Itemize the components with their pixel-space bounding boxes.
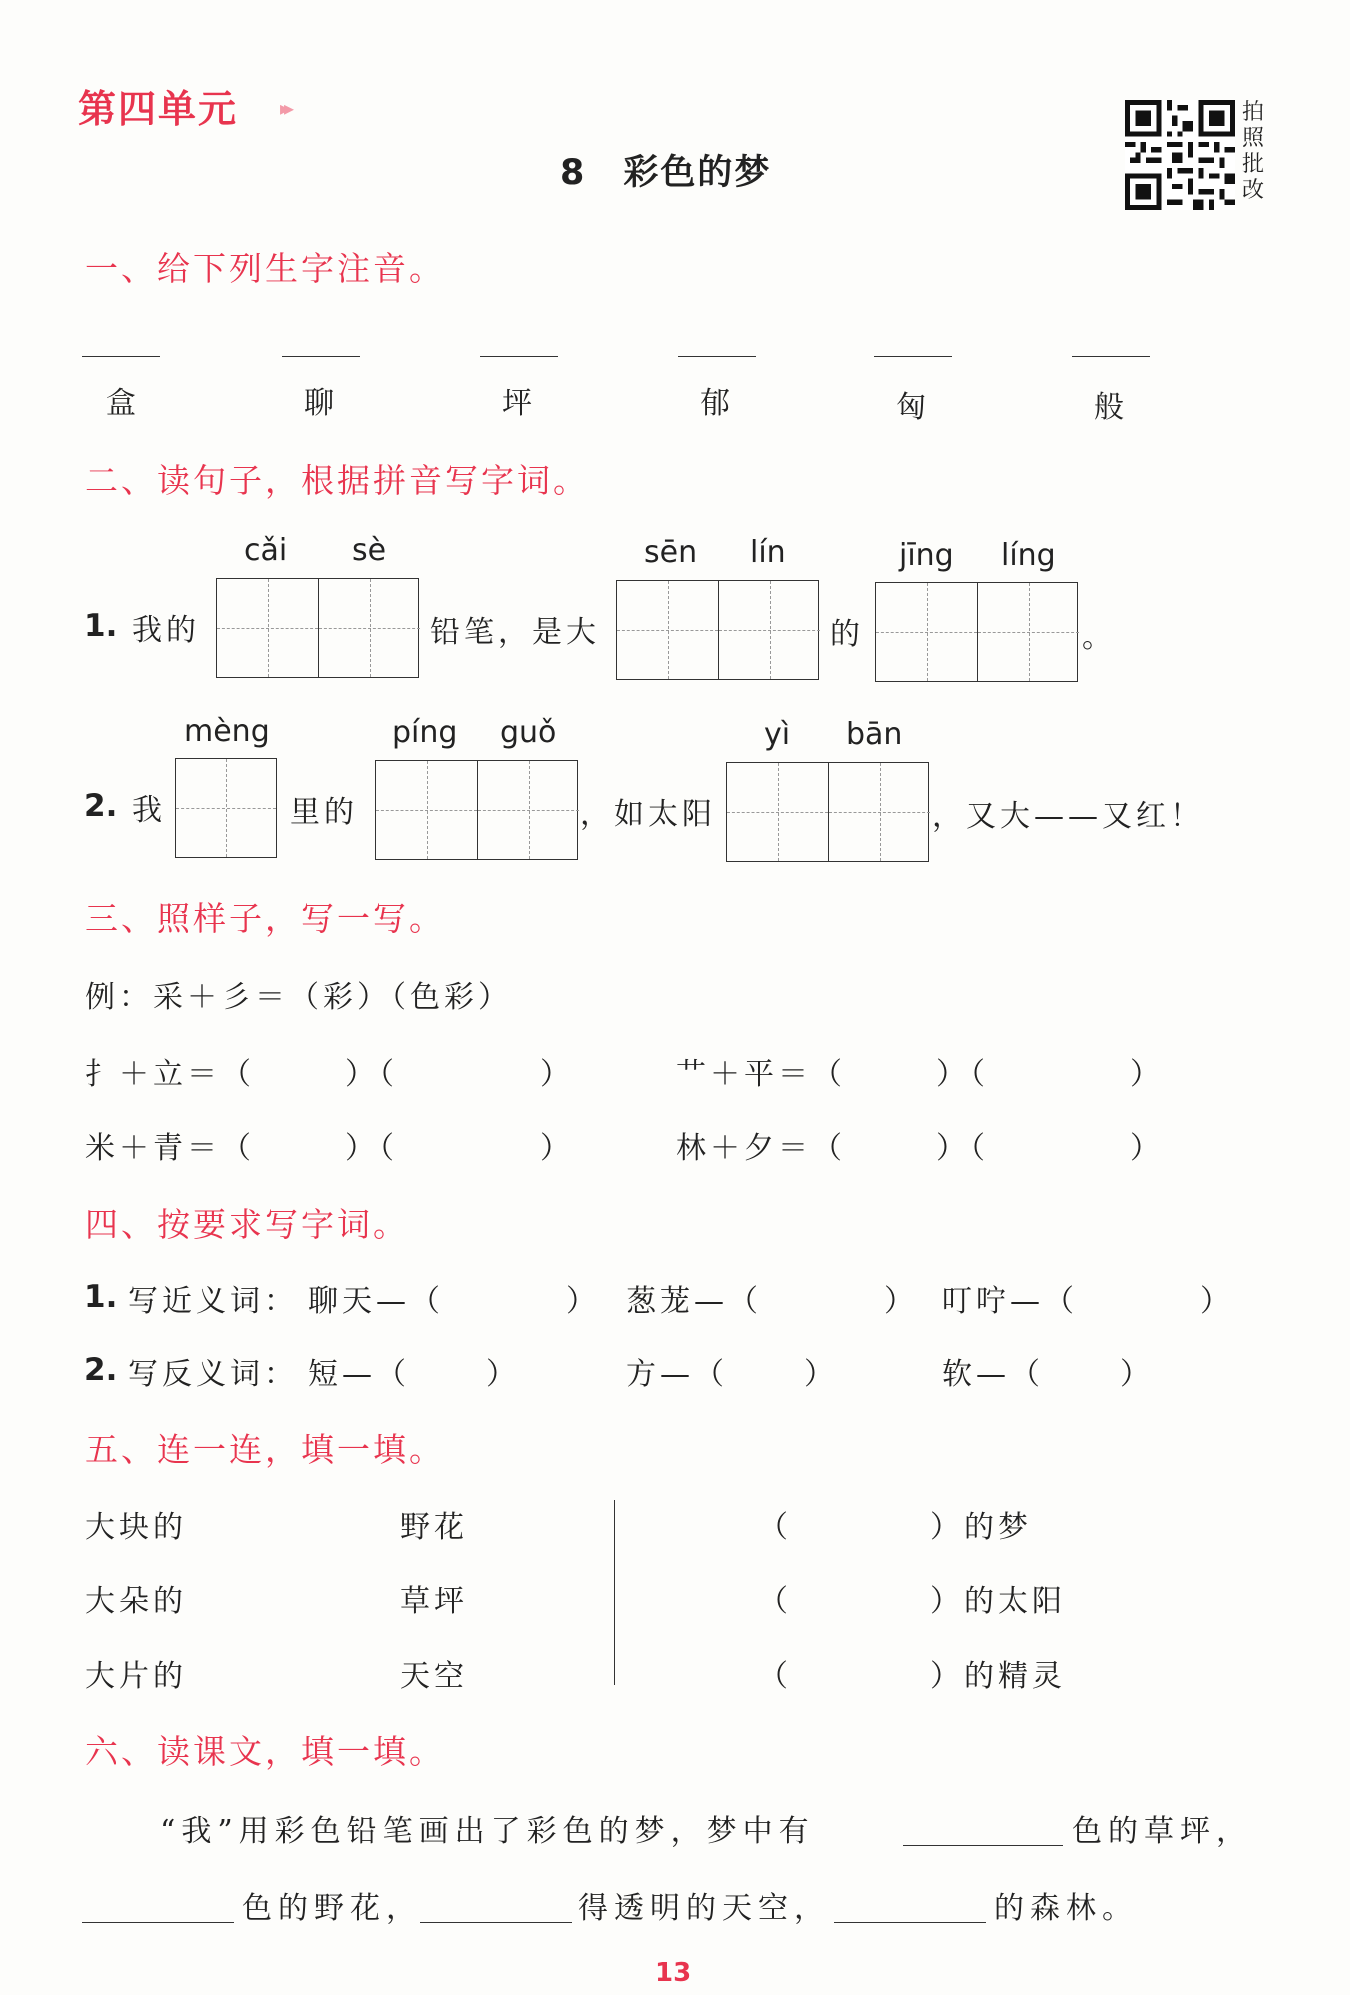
match-left-item[interactable]: 大片的 [85,1659,187,1694]
sentence-text: 里的 [290,795,358,830]
sentence-text: 的 [830,617,864,652]
pinyin-sen: sēn [644,535,698,570]
exercise-item: 扌＋立＝（ [85,1057,255,1092]
pinyin-jing: jīng [899,538,954,573]
exercise-item: 软—（ [942,1357,1044,1392]
pinyin-cai: cǎi [244,533,288,568]
page-number: 13 [655,1958,692,1988]
pinyin-yi: yì [764,717,791,752]
match-left-item[interactable]: 大块的 [85,1510,187,1545]
exercise-item: ） [566,1284,600,1319]
exercise-item: 方—（ [626,1357,728,1392]
sentence-text: ，又大——又红！ [932,799,1204,834]
pinyin-ping: píng [392,715,458,750]
section-2-title: 二、读句子，根据拼音写字词。 [85,461,589,500]
exercise-item: 葱茏—（ [626,1284,762,1319]
scan-grade-label: 拍照批改 [1242,100,1265,203]
pinyin-ban: bān [846,717,903,752]
match-right-item[interactable]: 草坪 [400,1584,468,1619]
writing-grid-jingling[interactable] [875,582,1078,682]
pinyin-blank-3[interactable] [480,356,558,357]
writing-grid-yiban[interactable] [726,762,929,862]
question-number: 2. [84,1352,118,1388]
fill-item: ）的梦 [930,1510,1032,1545]
exercise-item: ） [540,1057,574,1092]
exercise-item: 艹＋平＝（ [676,1057,846,1092]
writing-grid-pingguo[interactable] [375,760,578,860]
pinyin-se: sè [352,533,387,568]
pinyin-blank-2[interactable] [282,356,360,357]
exercise-item: ） [1120,1357,1154,1392]
pinyin-lin: lín [750,535,786,570]
fill-item: ）的精灵 [930,1659,1066,1694]
answer-blank-3[interactable] [420,1922,572,1923]
exercise-item: ）（ [345,1057,398,1092]
passage-text: 色的草坪， [1072,1814,1252,1849]
match-left-item[interactable]: 大朵的 [85,1584,187,1619]
char-1: 盒 [106,386,140,421]
exercise-item: 叮咛—（ [942,1284,1078,1319]
fill-paren: （ [758,1659,792,1694]
answer-blank-2[interactable] [82,1922,234,1923]
passage-text: 色的野花， [242,1891,422,1926]
passage-text: “我”用彩色铅笔画出了彩色的梦，梦中有 [160,1814,815,1849]
exercise-item: ） [1130,1057,1164,1092]
match-right-item[interactable]: 天空 [400,1659,468,1694]
exercise-item: 短—（ [308,1357,410,1392]
pinyin-guo: guǒ [500,715,557,750]
question-number: 1. [84,1279,118,1315]
answer-blank-4[interactable] [834,1922,986,1923]
section-6-title: 六、读课文，填一填。 [85,1732,445,1771]
passage-text: 的森林。 [994,1891,1138,1926]
sentence-text: ，如太阳 [580,797,716,832]
exercise-item: ）（ [345,1131,398,1166]
exercise-item: ） [486,1357,520,1392]
unit-title: 第四单元 [78,87,239,131]
pinyin-blank-1[interactable] [82,356,160,357]
lesson-title: 8 彩色的梦 [560,153,772,193]
exercise-item: ）（ [936,1057,989,1092]
divider [614,1500,615,1685]
double-arrow-icon: ▸▸ [280,96,289,120]
example-line: 例：采＋彡＝（彩）（色彩） [85,980,512,1015]
pinyin-blank-5[interactable] [874,356,952,357]
writing-grid-meng[interactable] [175,758,277,858]
answer-blank-1[interactable] [903,1845,1063,1846]
fill-item: ）的太阳 [930,1584,1066,1619]
section-5-title: 五、连一连，填一填。 [85,1430,445,1469]
writing-grid-senlin[interactable] [616,580,819,680]
exercise-item: 米＋青＝（ [85,1131,255,1166]
fill-paren: （ [758,1510,792,1545]
section-1-title: 一、给下列生字注音。 [85,249,445,288]
exercise-item: ） [884,1284,918,1319]
question-number: 2. [84,788,118,824]
exercise-item: ） [1200,1284,1234,1319]
passage-text: 得透明的天空， [578,1891,830,1926]
qr-code-icon[interactable] [1125,100,1235,210]
exercise-item: 聊天—（ [308,1284,444,1319]
sentence-text: 我 [132,793,166,828]
match-right-item[interactable]: 野花 [400,1510,468,1545]
char-4: 郁 [700,386,734,421]
exercise-item: 林＋夕＝（ [676,1131,846,1166]
sentence-text: 铅笔，是大 [430,615,600,650]
exercise-label: 写近义词： [128,1284,298,1319]
pinyin-meng: mèng [184,714,270,749]
pinyin-blank-4[interactable] [678,356,756,357]
exercise-item: ） [804,1357,838,1392]
writing-grid-caise[interactable] [216,578,419,678]
section-4-title: 四、按要求写字词。 [85,1205,409,1244]
sentence-text: 我的 [132,613,200,648]
exercise-label: 写反义词： [128,1357,298,1392]
section-3-title: 三、照样子，写一写。 [85,899,445,938]
sentence-text: 。 [1082,620,1116,655]
char-5: 匈 [896,390,930,425]
exercise-item: ）（ [936,1131,989,1166]
char-2: 聊 [304,386,338,421]
question-number: 1. [84,608,118,644]
char-3: 坪 [502,386,536,421]
exercise-item: ） [1130,1131,1164,1166]
exercise-item: ） [540,1131,574,1166]
pinyin-ling: líng [1001,538,1056,573]
fill-paren: （ [758,1584,792,1619]
char-6: 般 [1094,390,1128,425]
pinyin-blank-6[interactable] [1072,356,1150,357]
